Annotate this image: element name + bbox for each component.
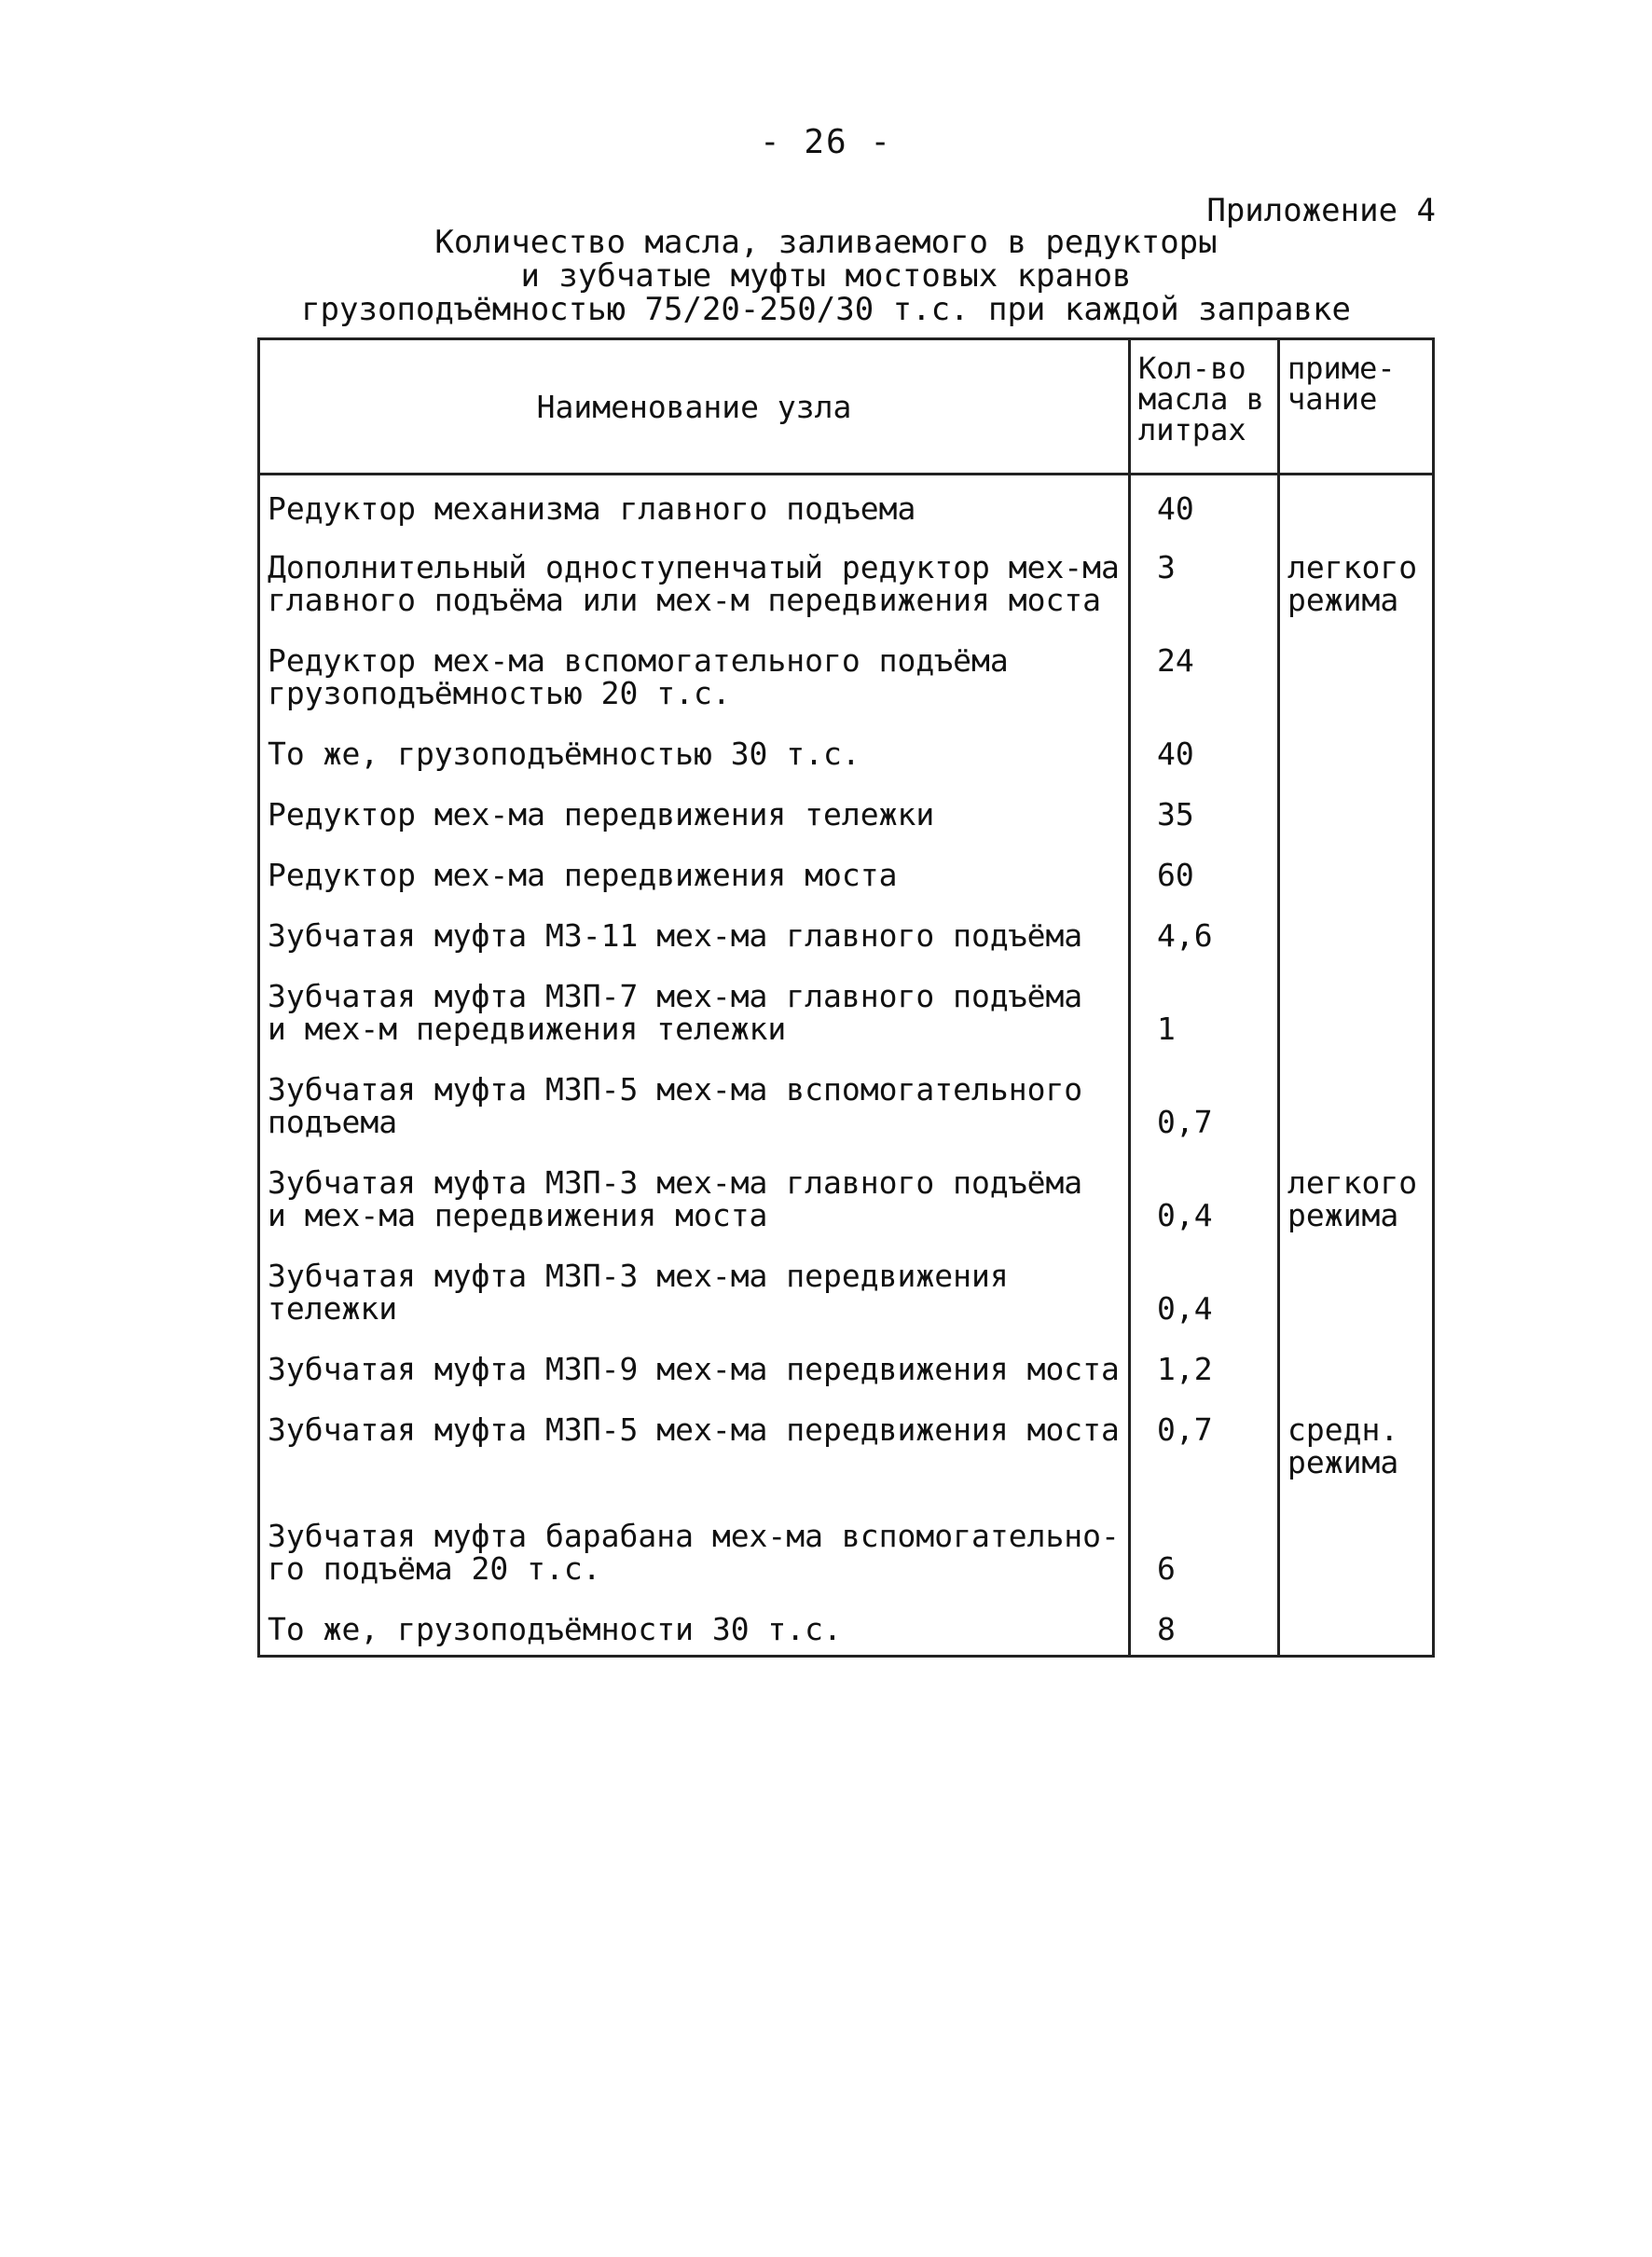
cell-note-line: режима [1287,1444,1399,1480]
cell-note-line: режима [1287,582,1399,618]
header-qty-line: масла в [1138,381,1264,417]
cell-qty [1130,1232,1279,1325]
cell-note [1279,891,1434,952]
cell-name [259,831,1130,891]
header-note-line: чание [1287,381,1378,417]
cell-note [1279,1045,1434,1138]
table-row [259,616,1434,709]
table-row [259,1479,1434,1585]
cell-qty [1130,525,1279,616]
cell-name [259,709,1130,770]
cell-note [1279,770,1434,831]
cell-note [1279,1479,1434,1585]
cell-qty-value: 8 [1157,1611,1176,1647]
page-number: - 26 - [759,123,893,161]
title-line: Количество масла, заливаемого в редукторы [434,224,1218,261]
cell-qty [1130,1138,1279,1232]
cell-name-line: и мех-ма передвижения моста [268,1197,768,1233]
cell-name-line: го подъёма 20 т.с. [268,1550,601,1587]
cell-note-line: средн. [1287,1411,1399,1448]
cell-note [1279,475,1434,526]
table-row [259,770,1434,831]
cell-name-line: То же, грузоподъёмности 30 т.с. [268,1611,842,1647]
cell-name [259,1479,1130,1585]
cell-qty-value: 6 [1157,1550,1176,1587]
cell-name-line: Редуктор мех-ма передвижения тележки [268,796,935,833]
cell-note [1279,709,1434,770]
cell-qty [1130,952,1279,1045]
cell-name [259,525,1130,616]
table-row [259,831,1434,891]
cell-qty [1130,1479,1279,1585]
cell-note-line: режима [1287,1197,1399,1233]
cell-name [259,1045,1130,1138]
header-note-line: приме- [1287,351,1396,386]
cell-name [259,1232,1130,1325]
cell-qty-value: 3 [1157,549,1176,585]
table-title [0,226,1652,326]
appendix-label: Приложение 4 [1206,192,1436,229]
table-row [259,891,1434,952]
cell-qty [1130,831,1279,891]
header-qty [1130,339,1279,475]
oil-quantity-table-wrap [257,337,1432,1658]
cell-name [259,1325,1130,1385]
cell-note-line: легкого [1287,1164,1418,1201]
cell-qty-value: 0,4 [1157,1197,1213,1233]
cell-qty [1130,1385,1279,1479]
header-note [1279,339,1434,475]
cell-name-line: То же, грузоподъёмностью 30 т.с. [268,736,860,772]
title-line: и зубчатые муфты мостовых кранов [520,257,1132,295]
table-body [259,475,1434,1657]
table-row [259,952,1434,1045]
cell-qty-value: 40 [1157,490,1194,527]
cell-note-line: легкого [1287,549,1418,585]
cell-qty-value: 60 [1157,857,1194,893]
table-header-row [259,339,1434,475]
cell-note [1279,1585,1434,1657]
header-name: Наименование узла [259,339,1130,475]
cell-name-line: Редуктор мех-ма вспомогательного подъёма [268,642,1009,679]
cell-qty-value: 40 [1157,736,1194,772]
cell-name-line: тележки [268,1290,398,1327]
cell-qty-value: 0,7 [1157,1104,1213,1140]
cell-qty [1130,475,1279,526]
cell-name [259,1138,1130,1232]
cell-name-line: Зубчатая муфта МЗП-5 мех-ма вспомогательного [268,1071,1083,1108]
cell-name [259,475,1130,526]
cell-name [259,952,1130,1045]
header-qty-line: Кол-во [1138,351,1246,386]
cell-name-line: грузоподъёмностью 20 т.с. [268,675,731,711]
cell-name [259,1585,1130,1657]
cell-note [1279,1138,1434,1232]
cell-note [1279,525,1434,616]
cell-name-line: Редуктор мех-ма передвижения моста [268,857,898,893]
cell-name-line: Зубчатая муфта МЗП-3 мех-ма главного подъёма [268,1164,1083,1201]
cell-qty [1130,709,1279,770]
table-row [259,709,1434,770]
cell-name-line: Дополнительный одноступенчатый редуктор мех-ма [268,549,1120,585]
table-row [259,1138,1434,1232]
cell-name-line: и мех-м передвижения тележки [268,1011,787,1047]
table-row [259,1232,1434,1325]
cell-qty [1130,770,1279,831]
cell-name-line: подъема [268,1104,398,1140]
cell-qty-value: 0,4 [1157,1290,1213,1327]
cell-qty [1130,1585,1279,1657]
table-row [259,1585,1434,1657]
cell-qty-value: 24 [1157,642,1194,679]
title-line: грузоподъёмностью 75/20-250/30 т.с. при каждой заправке [301,291,1351,328]
cell-qty-value: 1 [1157,1011,1176,1047]
cell-name-line: Зубчатая муфта МЗП-9 мех-ма передвижения моста [268,1351,1120,1387]
cell-qty-value: 4,6 [1157,917,1213,954]
cell-note [1279,952,1434,1045]
cell-name-line: Зубчатая муфта МЗ-11 мех-ма главного подъёма [268,917,1083,954]
table-row [259,1385,1434,1479]
cell-note [1279,616,1434,709]
cell-qty-value: 0,7 [1157,1411,1213,1448]
table-row [259,525,1434,616]
cell-note [1279,1325,1434,1385]
cell-name-line: Зубчатая муфта МЗП-7 мех-ма главного подъёма [268,978,1083,1014]
cell-note [1279,831,1434,891]
cell-name-line: Зубчатая муфта МЗП-3 мех-ма передвижения [268,1258,1009,1294]
cell-name [259,616,1130,709]
cell-name-line: Зубчатая муфта барабана мех-ма вспомогательно- [268,1518,1120,1554]
cell-note [1279,1232,1434,1325]
cell-qty [1130,891,1279,952]
header-qty-line: литрах [1138,412,1246,447]
table-row [259,475,1434,526]
oil-quantity-table [257,337,1435,1658]
cell-qty [1130,1325,1279,1385]
cell-name-line: Редуктор механизма главного подъема [268,490,916,527]
table-row [259,1045,1434,1138]
cell-name [259,770,1130,831]
cell-qty [1130,616,1279,709]
cell-qty-value: 1,2 [1157,1351,1213,1387]
cell-name-line: Зубчатая муфта МЗП-5 мех-ма передвижения моста [268,1411,1120,1448]
cell-note [1279,1385,1434,1479]
cell-name-line: главного подъёма или мех-м передвижения моста [268,582,1102,618]
table-row [259,1325,1434,1385]
cell-qty-value: 35 [1157,796,1194,833]
cell-qty [1130,1045,1279,1138]
cell-name [259,1385,1130,1479]
cell-name [259,891,1130,952]
